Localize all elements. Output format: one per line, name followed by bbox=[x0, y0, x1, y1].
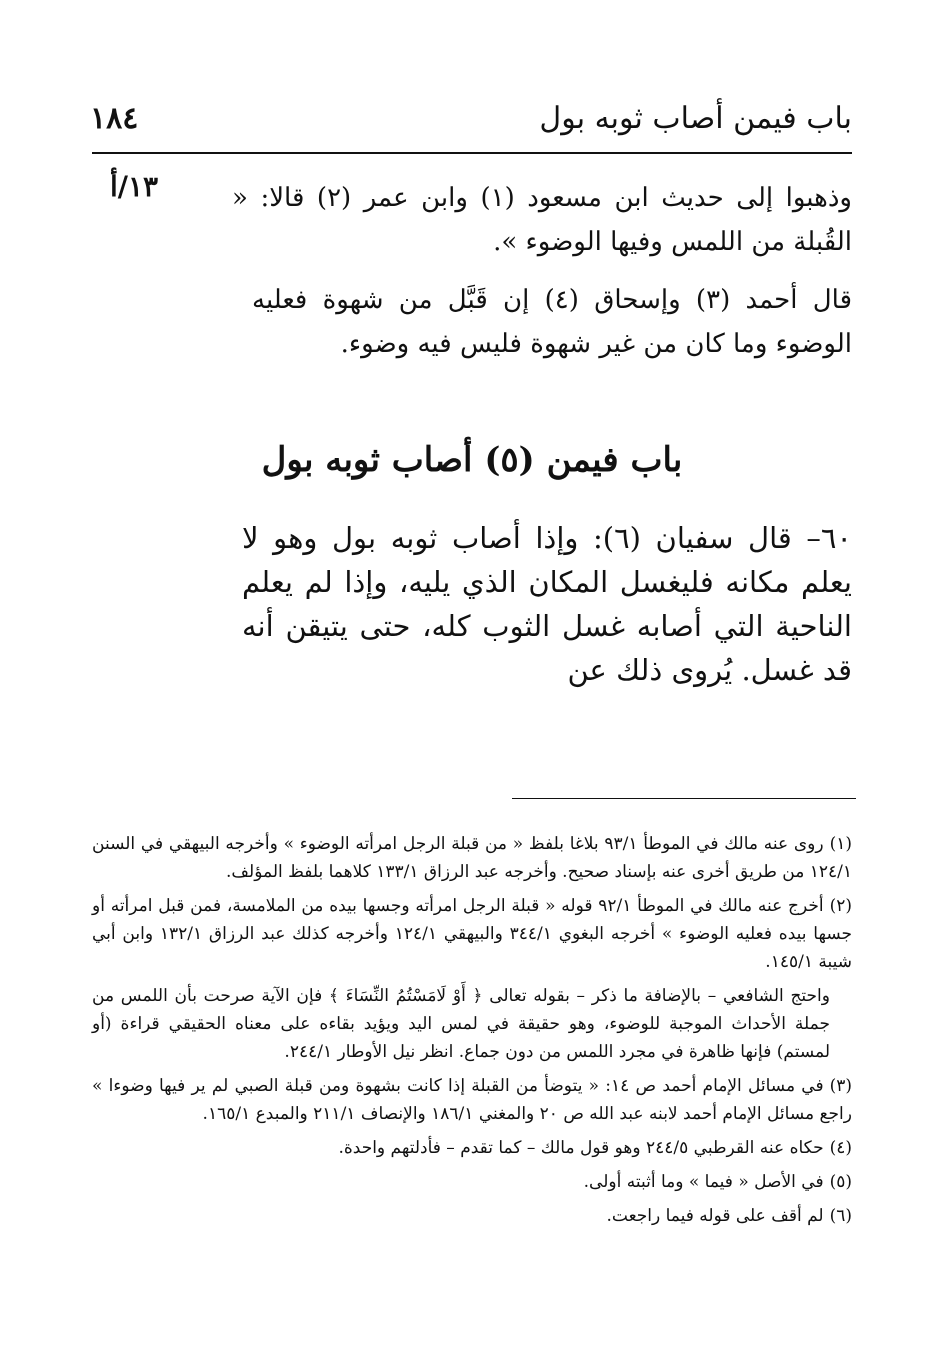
footnote-2 bbox=[92, 892, 852, 976]
footnote-number: (٢) bbox=[829, 896, 852, 916]
page-number: ١٨٤ bbox=[90, 100, 139, 136]
footnote-6 bbox=[92, 1202, 852, 1230]
footnote-1 bbox=[92, 830, 852, 886]
footnote-text: في مسائل الإمام أحمد ص ١٤: « يتوضأ من القبلة إذا كانت بشهوة ومن قبلة الصبي لم ير فيها وضوءا » راجع مسائل الإمام أحمد لابنه عبد الله ص ٢٠ والمغني ١٨٦/١ والإنصاف ٢١١/١ والمبدع ١٦٥/١. bbox=[92, 1076, 852, 1124]
paragraph-60 bbox=[242, 516, 852, 692]
footnotes bbox=[92, 830, 852, 1236]
section-heading: باب فيمن (٥) أصاب ثوبه بول bbox=[261, 440, 683, 480]
footnote-number: (٤) bbox=[829, 1138, 852, 1158]
running-head bbox=[90, 92, 852, 144]
footnote-5 bbox=[92, 1168, 852, 1196]
paragraph-60-text: قال سفيان (٦): وإذا أصاب ثوبه بول وهو لا يعلم مكانه فليغسل المكان الذي يليه، وإذا لم يعلم الناحية التي أصابه غسل الثوب كله، حتى يتيقن أنه قد غسل. يُروى ذلك عن bbox=[242, 521, 852, 687]
paragraph-number: ٦٠– bbox=[806, 521, 853, 555]
running-title: باب فيمن أصاب ثوبه بول bbox=[539, 100, 852, 136]
footnote-number: (٣) bbox=[829, 1076, 853, 1096]
footnote-text: لم أقف على قوله فيما راجعت. bbox=[606, 1206, 824, 1226]
footnote-3 bbox=[92, 1072, 852, 1128]
paragraph-2: قال أحمد (٣) وإسحاق (٤) إن قَبَّل من شهوة فعليه الوضوء وما كان من غير شهوة فليس فيه وضوء. bbox=[252, 285, 853, 359]
footnote-number: (٥) bbox=[829, 1172, 852, 1192]
footnote-number: (١) bbox=[829, 834, 852, 854]
footnote-2-continuation: واحتج الشافعي – بالإضافة ما ذكر – بقوله تعالى ﴿ أَوْ لَامَسْتُمُ النِّسَاءَ ﴾ فإن الآية صرحت بأن اللمس من جملة الأحداث الموجبة للوضوء، وهو حقيقة في لمس اليد ويؤيد بقاءه على معناه الحقيقي قراءة (أو لمستم) فإنها ظاهرة في مجرد اللمس من دون جماع. انظر نيل الأوطار ٢٤٤/١. bbox=[92, 986, 830, 1062]
paragraph-1: وذهبوا إلى حديث ابن مسعود (١) وابن عمر (٢) قالا: « القُبلة من اللمس وفيها الوضوء ». bbox=[232, 183, 852, 257]
header-rule bbox=[92, 152, 852, 154]
footnote-text: في الأصل « فيما » وما أثبته أولى. bbox=[583, 1172, 824, 1192]
footnote-number: (٦) bbox=[829, 1206, 852, 1226]
manuscript-folio-marker: ١٣/أ bbox=[110, 170, 159, 203]
footnote-4 bbox=[92, 1134, 852, 1162]
footnote-text: روى عنه مالك في الموطأ ٩٣/١ بلاغا بلفظ « من قبلة الرجل امرأته الوضوء » وأخرجه البيهقي في السنن ١٢٤/١ من طريق أخرى عنه بإسناد صحيح. وأخرجه عبد الرزاق ١٣٣/١ كلاهما بلفظ المؤلف. bbox=[92, 834, 852, 882]
footnote-rule bbox=[512, 798, 856, 799]
footnote-text: حكاه عنه القرطبي ٢٤٤/٥ وهو قول مالك – كما تقدم – فأدلتهم واحدة. bbox=[338, 1138, 824, 1158]
footnote-text: أخرج عنه مالك في الموطأ ٩٢/١ قوله « قبلة الرجل امرأته وجسها بيده من الملامسة، فمن قبل امرأته أو جسها بيده فعليه الوضوء » أخرجه البغوي ٣٤٤/١ والبيهقي ١٢٤/١ وأخرجه كذلك عبد الرزاق ١٣٢/١ وابن أبي شيبة ١٤٥/١. bbox=[92, 896, 852, 972]
